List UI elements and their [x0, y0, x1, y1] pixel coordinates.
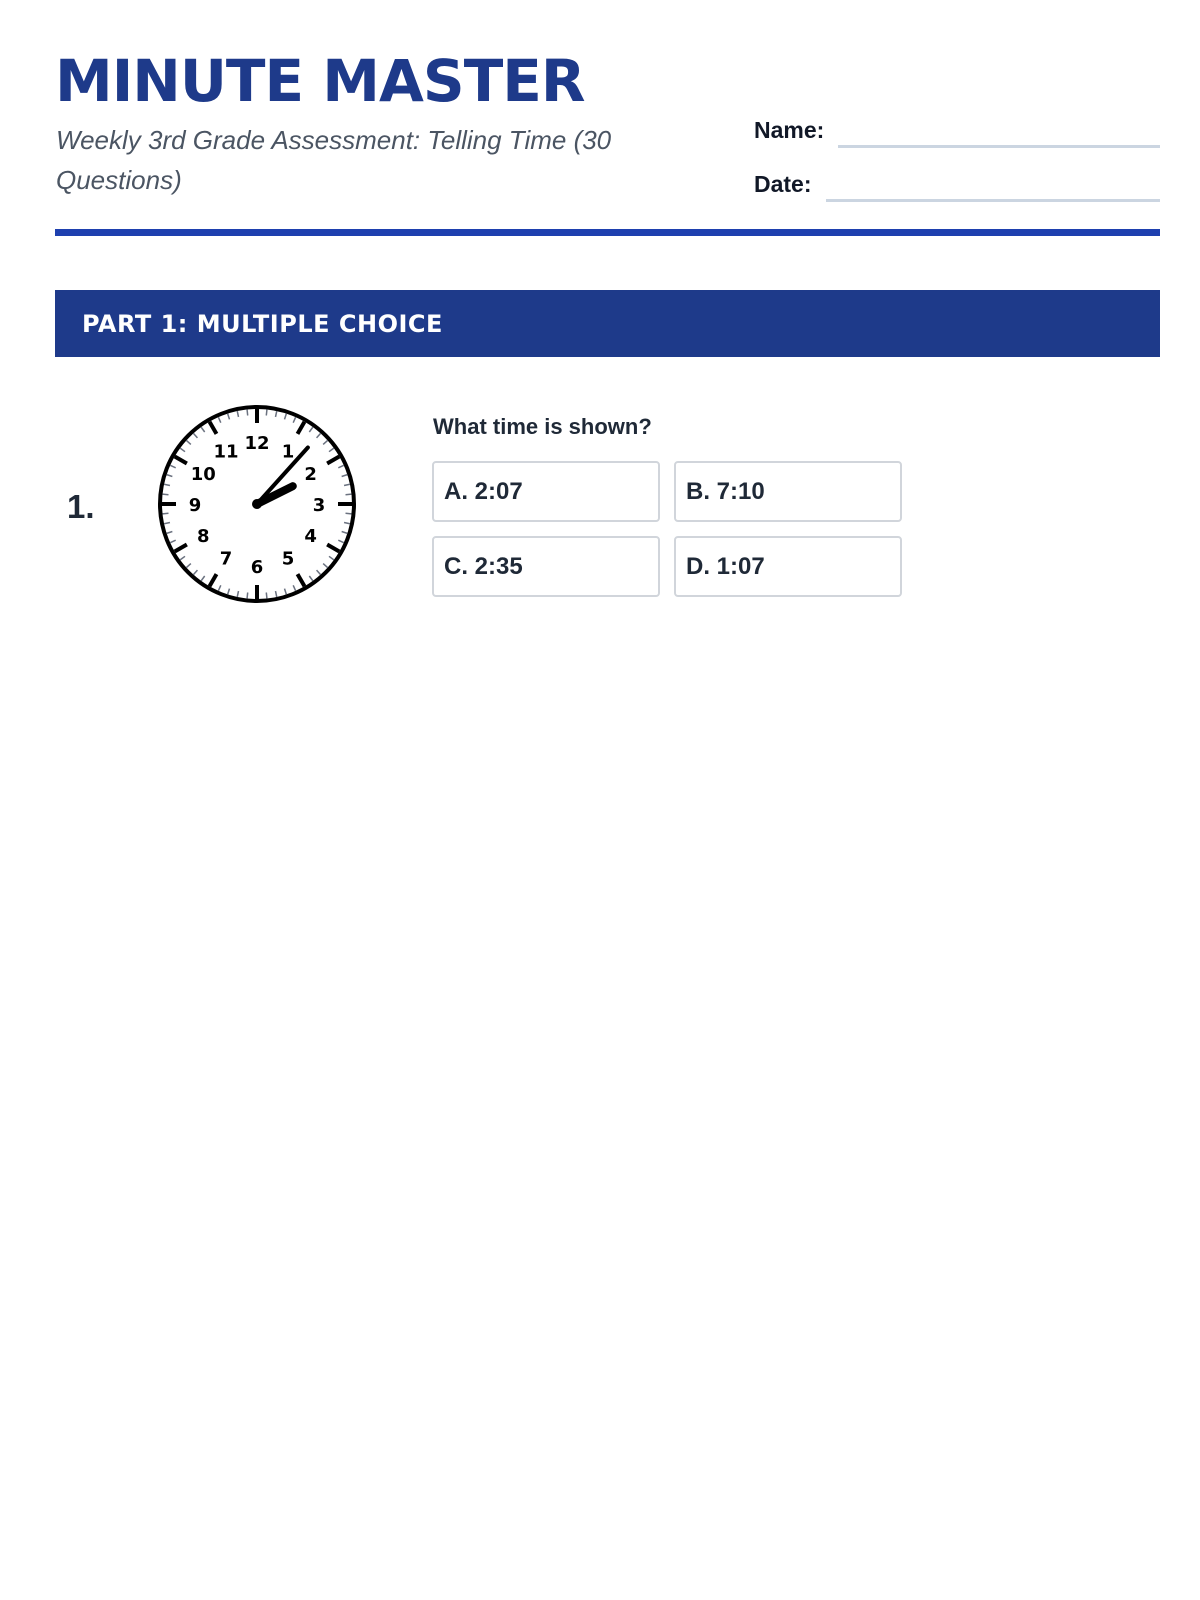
clock-numeral: 5: [281, 548, 295, 570]
choice-b[interactable]: B. 7:10: [674, 461, 902, 522]
answer-choices: [432, 461, 904, 597]
name-input-line[interactable]: [838, 115, 1160, 148]
name-field: [754, 112, 1160, 148]
clock-minute-tick: [247, 410, 248, 416]
date-label: Date:: [754, 171, 812, 197]
question-prompt: What time is shown?: [433, 414, 652, 439]
worksheet-header: [55, 0, 1160, 236]
section-header-part-1: PART 1: MULTIPLE CHOICE: [55, 290, 1160, 357]
clock-numeral: 12: [244, 433, 270, 454]
worksheet-page: [55, 0, 1160, 1600]
clock-minute-tick: [247, 593, 248, 599]
clock-numeral: 6: [250, 557, 264, 578]
clock-numeral: 2: [304, 464, 317, 485]
header-divider: [55, 229, 1160, 236]
date-input-line[interactable]: [826, 169, 1160, 202]
student-info-fields: [754, 112, 1160, 220]
question-1: [55, 400, 1160, 610]
clock-numeral: 4: [304, 526, 317, 547]
choice-a[interactable]: A. 2:07: [432, 461, 660, 522]
clock-center: [252, 499, 262, 509]
worksheet-subtitle: Weekly 3rd Grade Assessment: Telling Time (30 Questions): [56, 125, 612, 195]
choice-d[interactable]: D. 1:07: [674, 536, 902, 597]
clock-numeral: 1: [281, 441, 295, 463]
clock-numeral: 7: [219, 548, 233, 570]
clock-numeral: 8: [197, 526, 210, 547]
clock-minute-tick: [346, 513, 352, 514]
name-label: Name:: [754, 117, 825, 143]
clock-minute-tick: [163, 513, 169, 514]
clock-numeral: 3: [312, 495, 326, 516]
analog-clock-icon: [156, 403, 358, 605]
clock-numeral: 10: [190, 464, 216, 485]
question-number: 1.: [67, 488, 95, 525]
choice-c[interactable]: C. 2:35: [432, 536, 660, 597]
clock-minute-tick: [346, 494, 352, 495]
date-field: [754, 166, 1160, 202]
clock-minute-tick: [163, 494, 169, 495]
worksheet-title: MINUTE MASTER: [55, 47, 585, 115]
clock-minute-tick: [266, 593, 267, 599]
clock-numeral: 9: [188, 495, 202, 516]
clock-minute-tick: [266, 410, 267, 416]
clock-numeral: 11: [213, 441, 239, 463]
